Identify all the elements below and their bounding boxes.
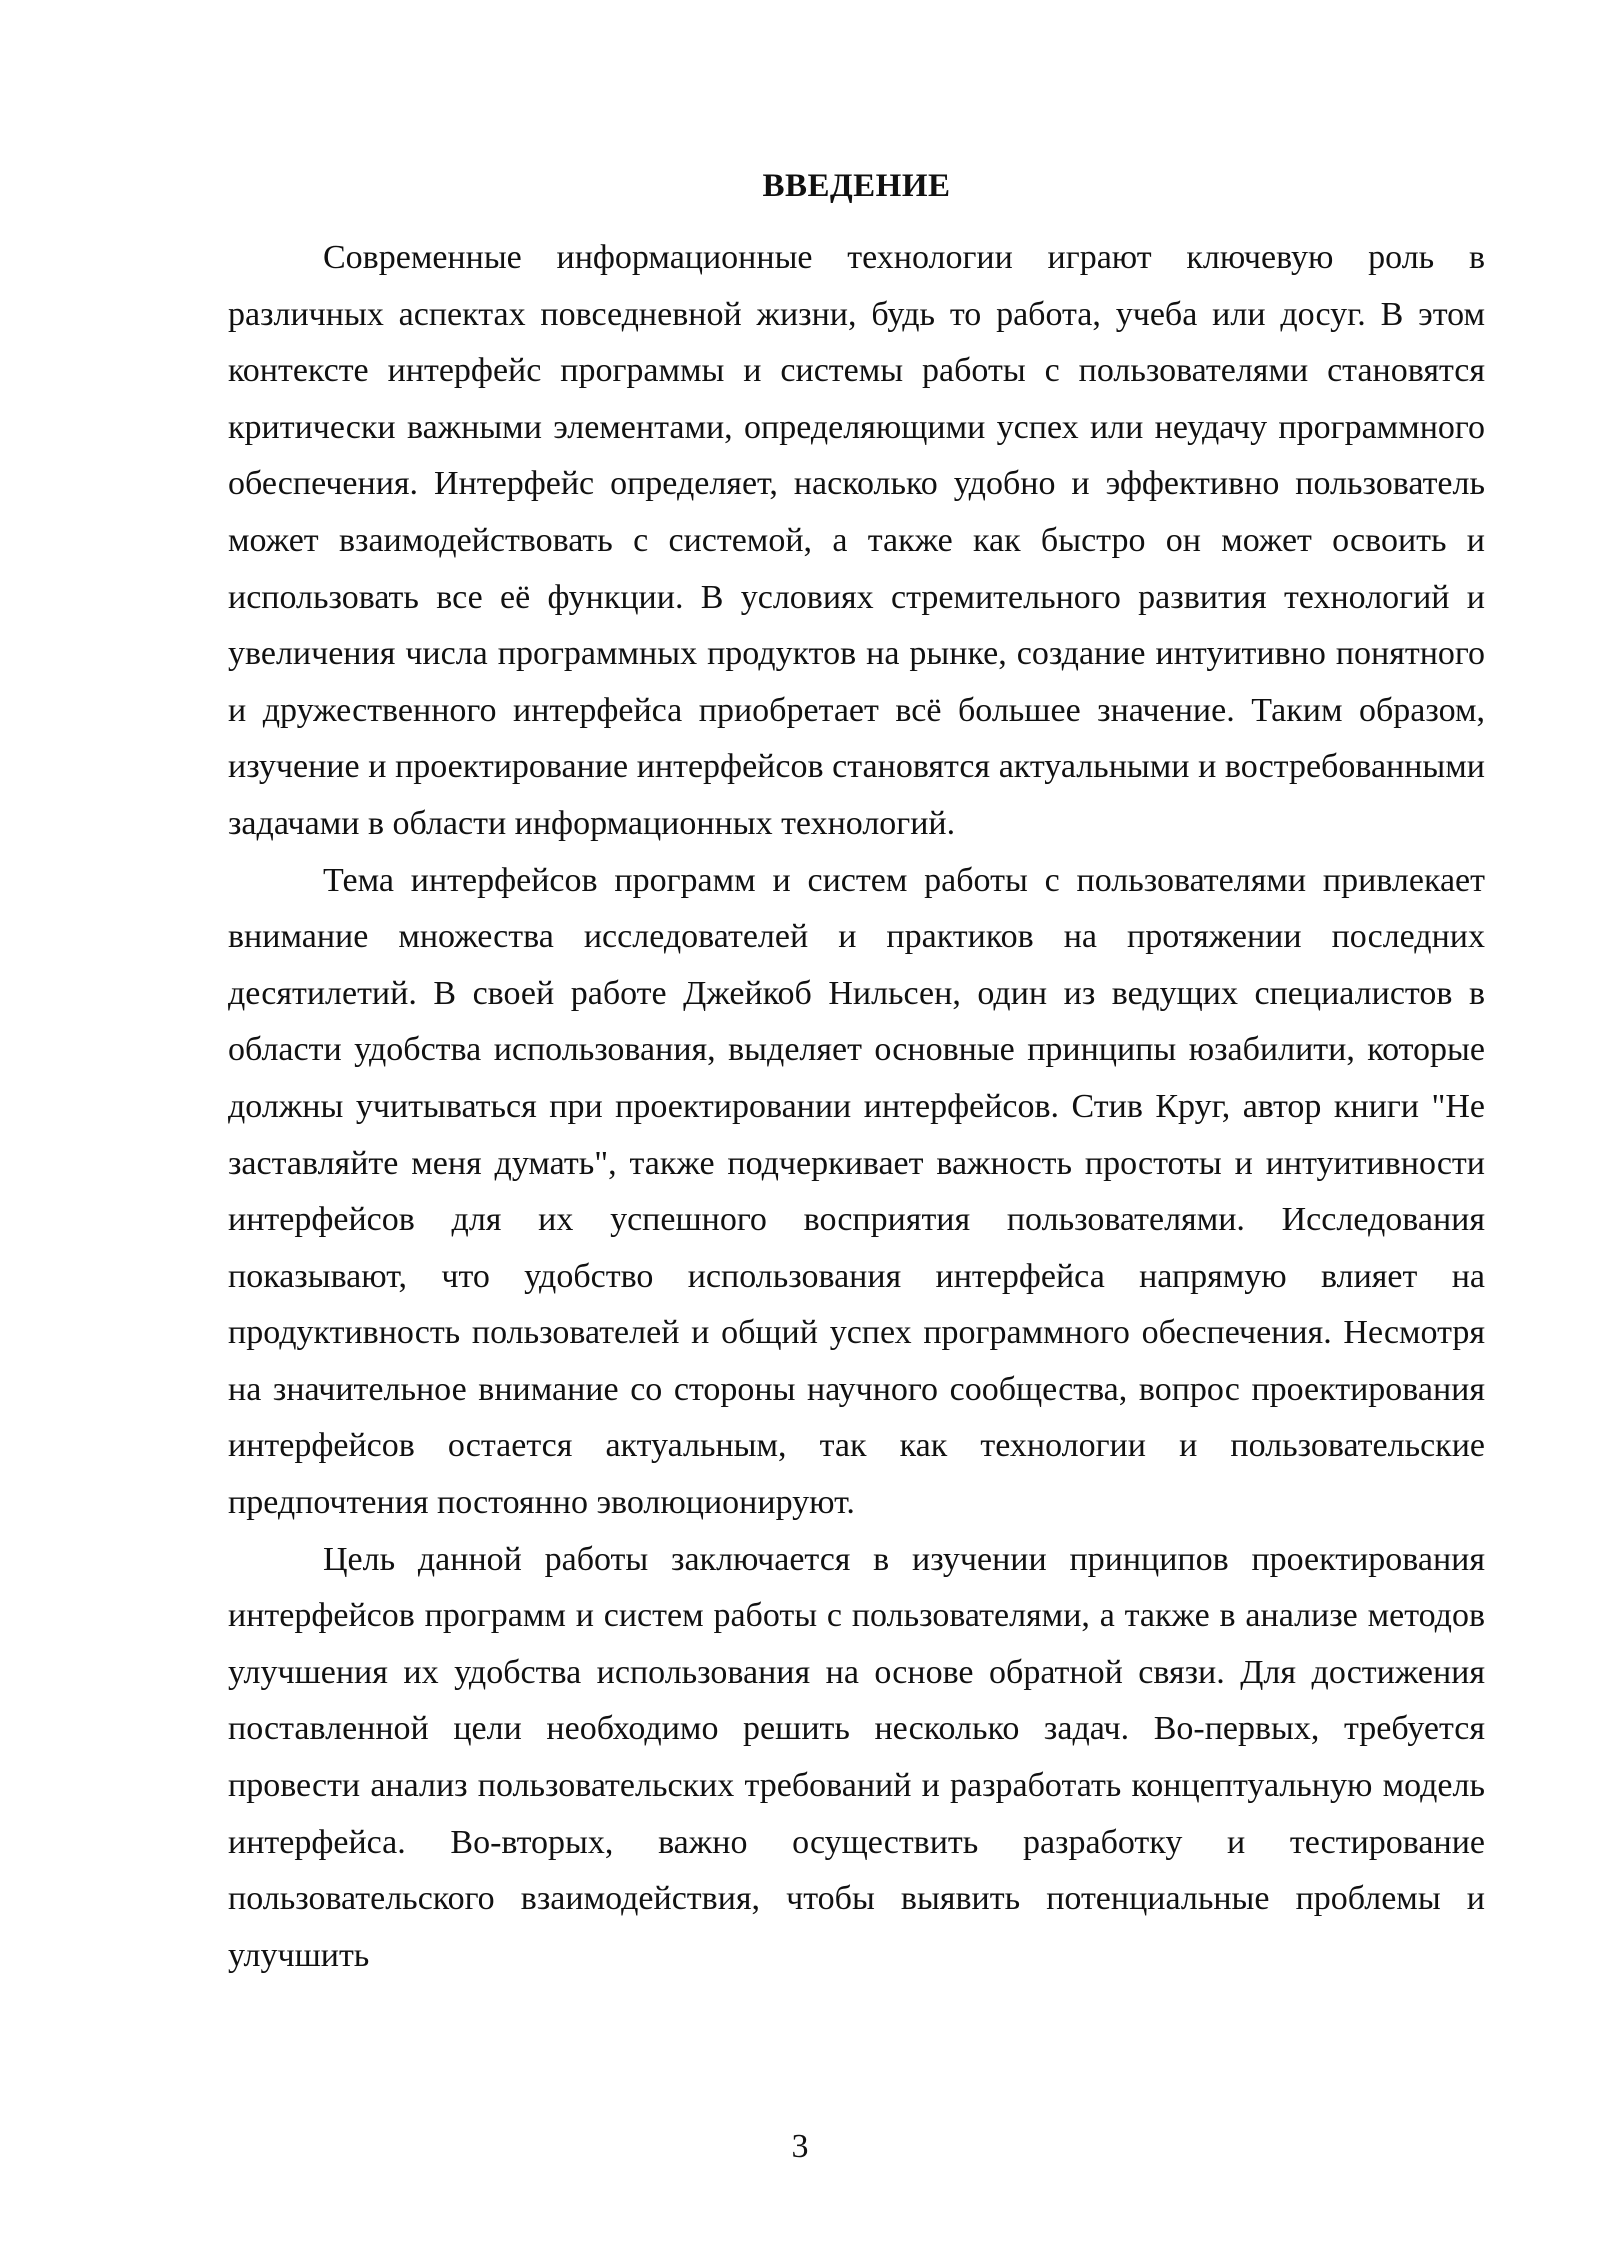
paragraph-1: Современные информационные технологии играют ключевую роль в различных аспектах повседневной жизни, будь то работа, учеба или досуг. В этом контексте интерфейс программы и системы работы с пользователями становятся критически важными элементами, определяющими успех или неудачу программного обеспечения. Интерфейс определяет, насколько удобно и эффективно пользователь может взаимодействовать с системой, а также как быстро он может освоить и использовать все её функции. В условиях стремительного развития технологий и увеличения числа программных продуктов на рынке, создание интуитивно понятного и дружественного интерфейса приобретает всё большее значение. Таким образом, изучение и проектирование интерфейсов становятся актуальными и востребованными задачами в области информационных технологий. [228, 239, 1485, 842]
paragraph-2: Тема интерфейсов программ и систем работы с пользователями привлекает внимание множества исследователей и практиков на протяжении последних десятилетий. В своей работе Джейкоб Нильсен, один из ведущих специалистов в области удобства использования, выделяет основные принципы юзабилити, которые должны учитываться при проектировании интерфейсов. Стив Круг, автор книги "Не заставляйте меня думать", также подчеркивает важность простоты и интуитивности интерфейсов для их успешного восприятия пользователями. Исследования показывают, что удобство использования интерфейса напрямую влияет на продуктивность пользователей и общий успех программного обеспечения. Несмотря на значительное внимание со стороны научного сообщества, вопрос проектирования интерфейсов остается актуальным, так как технологии и пользовательские предпочтения постоянно эволюционируют. [228, 861, 1485, 1522]
page-content [228, 162, 1485, 1984]
paragraph-3: Цель данной работы заключается в изучении принципов проектирования интерфейсов программ и систем работы с пользователями, а также в анализе методов улучшения их удобства использования на основе обратной связи. Для достижения поставленной цели необходимо решить несколько задач. Во-первых, требуется провести анализ пользовательских требований и разработать концептуальную модель интерфейса. Во-вторых, важно осуществить разработку и тестирование пользовательского взаимодействия, чтобы выявить потенциальные проблемы и улучшить [228, 1540, 1485, 1974]
page-title: ВВЕДЕНИЕ [762, 168, 951, 204]
page-number: 3 [791, 2128, 809, 2165]
